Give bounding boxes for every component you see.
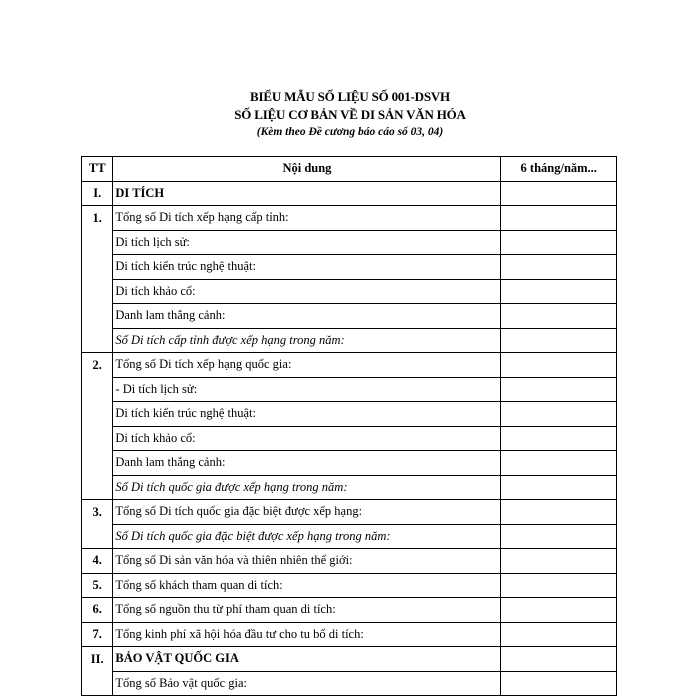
row-content-cell: BẢO VẬT QUỐC GIA bbox=[113, 647, 501, 672]
row-number-cell bbox=[82, 451, 113, 476]
table-row bbox=[82, 230, 617, 255]
row-number-cell bbox=[82, 377, 113, 402]
form-note: (Kèm theo Đề cương báo cáo số 03, 04) bbox=[256, 126, 444, 138]
row-value-cell[interactable] bbox=[501, 475, 617, 500]
row-number-cell bbox=[82, 524, 113, 549]
row-value-cell[interactable] bbox=[501, 426, 617, 451]
row-number-cell: 4. bbox=[82, 549, 113, 574]
row-value-cell[interactable] bbox=[501, 304, 617, 329]
table-row bbox=[82, 377, 617, 402]
row-number-cell bbox=[82, 255, 113, 280]
table-row bbox=[82, 426, 617, 451]
row-value-cell[interactable] bbox=[501, 622, 617, 647]
row-value-cell[interactable] bbox=[501, 500, 617, 525]
row-value-cell[interactable] bbox=[501, 206, 617, 231]
table-row bbox=[82, 573, 617, 598]
row-content-cell: Số Di tích quốc gia đặc biệt được xếp hạng trong năm: bbox=[113, 524, 501, 549]
row-content-cell: DI TÍCH bbox=[113, 181, 501, 206]
row-number-cell bbox=[82, 230, 113, 255]
row-content-cell: Danh lam thắng cảnh: bbox=[113, 304, 501, 329]
table-row bbox=[82, 647, 617, 672]
row-content-cell: Di tích kiến trúc nghệ thuật: bbox=[113, 255, 501, 280]
table-row bbox=[82, 451, 617, 476]
table-row bbox=[82, 255, 617, 280]
row-content-cell: Tổng số Di tích xếp hạng cấp tỉnh: bbox=[113, 206, 501, 231]
row-value-cell[interactable] bbox=[501, 353, 617, 378]
row-content-cell: Số Di tích cấp tỉnh được xếp hạng trong năm: bbox=[113, 328, 501, 353]
table-header-row bbox=[82, 157, 617, 182]
table-row bbox=[82, 206, 617, 231]
column-header-content: Nội dung bbox=[113, 157, 501, 182]
table-row bbox=[82, 402, 617, 427]
row-number-cell bbox=[82, 671, 113, 696]
table-row bbox=[82, 353, 617, 378]
row-content-cell: Tổng số nguồn thu từ phí tham quan di tích: bbox=[113, 598, 501, 623]
row-content-cell: Tổng kinh phí xã hội hóa đầu tư cho tu bổ di tích: bbox=[113, 622, 501, 647]
table-row bbox=[82, 598, 617, 623]
row-value-cell[interactable] bbox=[501, 524, 617, 549]
row-number-cell bbox=[82, 328, 113, 353]
row-number-cell bbox=[82, 402, 113, 427]
row-content-cell: Di tích khảo cổ: bbox=[113, 426, 501, 451]
row-number-cell: 7. bbox=[82, 622, 113, 647]
row-content-cell: Di tích kiến trúc nghệ thuật: bbox=[113, 402, 501, 427]
table-row bbox=[82, 475, 617, 500]
table-row bbox=[82, 304, 617, 329]
row-content-cell: Tổng số khách tham quan di tích: bbox=[113, 573, 501, 598]
row-value-cell[interactable] bbox=[501, 255, 617, 280]
row-value-cell[interactable] bbox=[501, 671, 617, 696]
row-number-cell: 5. bbox=[82, 573, 113, 598]
row-value-cell[interactable] bbox=[501, 402, 617, 427]
row-number-cell: I. bbox=[82, 181, 113, 206]
row-number-cell: 1. bbox=[82, 206, 113, 231]
row-content-cell: Di tích khảo cổ: bbox=[113, 279, 501, 304]
row-value-cell[interactable] bbox=[501, 181, 617, 206]
table-row bbox=[82, 549, 617, 574]
form-title: BIỂU MẪU SỐ LIỆU SỐ 001-DSVH bbox=[250, 89, 450, 104]
row-value-cell[interactable] bbox=[501, 598, 617, 623]
row-number-cell bbox=[82, 279, 113, 304]
data-table bbox=[81, 156, 617, 696]
form-subtitle: SỐ LIỆU CƠ BẢN VỀ DI SẢN VĂN HÓA bbox=[234, 107, 466, 122]
table-body bbox=[82, 181, 617, 696]
document-header bbox=[0, 88, 700, 140]
row-value-cell[interactable] bbox=[501, 451, 617, 476]
row-value-cell[interactable] bbox=[501, 279, 617, 304]
row-content-cell: Di tích lịch sử: bbox=[113, 230, 501, 255]
table-row bbox=[82, 524, 617, 549]
row-content-cell: Tổng số Bảo vật quốc gia: bbox=[113, 671, 501, 696]
row-value-cell[interactable] bbox=[501, 549, 617, 574]
row-content-cell: Tổng số Di tích quốc gia đặc biệt được xếp hạng: bbox=[113, 500, 501, 525]
row-content-cell: Danh lam thắng cảnh: bbox=[113, 451, 501, 476]
row-content-cell: Tổng số Di sản văn hóa và thiên nhiên thế giới: bbox=[113, 549, 501, 574]
column-header-period: 6 tháng/năm... bbox=[501, 157, 617, 182]
row-number-cell bbox=[82, 426, 113, 451]
row-content-cell: Tổng số Di tích xếp hạng quốc gia: bbox=[113, 353, 501, 378]
row-value-cell[interactable] bbox=[501, 230, 617, 255]
row-content-cell: - Di tích lịch sử: bbox=[113, 377, 501, 402]
row-number-cell: 6. bbox=[82, 598, 113, 623]
row-number-cell: 3. bbox=[82, 500, 113, 525]
table-row bbox=[82, 279, 617, 304]
row-value-cell[interactable] bbox=[501, 573, 617, 598]
table-row bbox=[82, 328, 617, 353]
row-value-cell[interactable] bbox=[501, 328, 617, 353]
row-number-cell bbox=[82, 475, 113, 500]
row-value-cell[interactable] bbox=[501, 377, 617, 402]
table-row bbox=[82, 622, 617, 647]
row-value-cell[interactable] bbox=[501, 647, 617, 672]
row-number-cell: 2. bbox=[82, 353, 113, 378]
column-header-tt: TT bbox=[82, 157, 113, 182]
row-number-cell: II. bbox=[82, 647, 113, 672]
table-row bbox=[82, 500, 617, 525]
row-content-cell: Số Di tích quốc gia được xếp hạng trong năm: bbox=[113, 475, 501, 500]
table-row bbox=[82, 181, 617, 206]
table-row bbox=[82, 671, 617, 696]
row-number-cell bbox=[82, 304, 113, 329]
